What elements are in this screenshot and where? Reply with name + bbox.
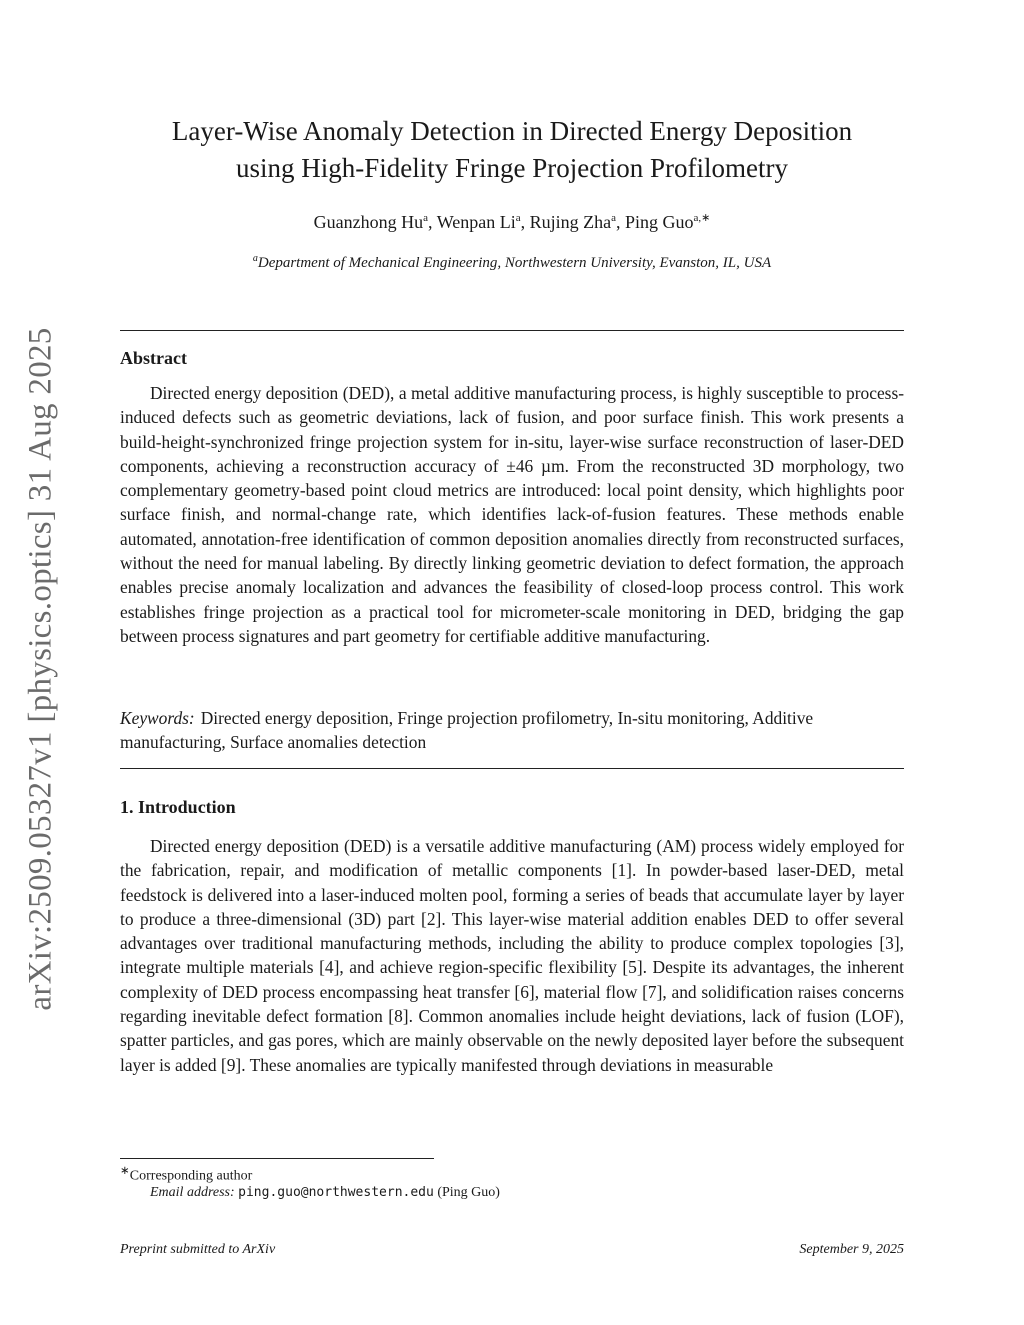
affiliation xyxy=(120,253,904,272)
email-label: Email address: xyxy=(150,1185,235,1200)
footnote-corresponding xyxy=(120,1163,252,1185)
author-affil-mark: a,∗ xyxy=(693,212,711,224)
abstract-paragraph: Directed energy deposition (DED), a metal additive manufacturing process, is highly susceptible to process-induced defects such as geometric deviations, lack of fusion, and poor surface finish. This work presents a build-height-synchronized fringe projection system for in-situ, layer-wise surface reconstruction of laser-DED components, achieving a reconstruction accuracy of ±46 µm. From the reconstructed 3D morphology, two complementary geometry-based point cloud metrics are introduced: local point density, which highlights poor surface finish, and normal-change rate, which identifies lack-of-fusion features. These methods enable automated, annotation-free identification of common deposition anomalies directly from reconstructed surfaces, without the need for manual labeling. By directly linking geometric deviation to defect formation, the approach enables precise anomaly localization and advances the feasibility of closed-loop process control. This work establishes fringe projection as a practical tool for micrometer-scale monitoring in DED, bridging the gap between process signatures and part geometry for certifiable additive manufacturing. xyxy=(120,383,904,646)
author-list: Guanzhong Hu$^a$, Wenpan Li$^a$, Rujing Zha$^a$, Ping Guo$^{a,∗}$ xyxy=(313,212,711,232)
affiliation-text: Department of Mechanical Engineering, Northwestern University, Evanston, IL, USA xyxy=(257,255,772,271)
arxiv-id: arXiv:2509.05327v1 [physics.optics] 31 Aug 2025 xyxy=(22,327,59,1011)
footnote-mark: ∗ xyxy=(120,1164,130,1177)
keywords xyxy=(120,706,904,755)
author-name: Rujing Zha xyxy=(529,212,612,232)
email-owner: (Ping Guo) xyxy=(437,1185,500,1200)
title-line-2: using High-Fidelity Fringe Projection Profilometry xyxy=(236,153,788,183)
keywords-text: Directed energy deposition, Fringe projection profilometry, In-situ monitoring, Additive manufacturing, Surface anomalies detection xyxy=(120,708,814,753)
author-name: Ping Guo xyxy=(625,212,694,232)
author-affil-mark: a xyxy=(423,212,428,224)
title-line-1: Layer-Wise Anomaly Detection in Directed Energy Deposition xyxy=(171,116,853,146)
abstract-heading: Abstract xyxy=(120,348,187,368)
abstract-body xyxy=(120,381,904,648)
author-name: Guanzhong Hu xyxy=(313,212,424,232)
introduction-paragraph: Directed energy deposition (DED) is a versatile additive manufacturing (AM) process widely employed for the fabrication, repair, and modification of metallic components [1]. In powder-based laser-DED, metal feedstock is delivered into a laser-induced molten pool, forming a series of beads that accumulate layer by layer to produce a three-dimensional (3D) part [2]. This layer-wise material addition enables DED to offer several advantages over traditional manufacturing methods, including the ability to produce complex topologies [3], integrate multiple materials [4], and achieve region-specific flexibility [5]. Despite its advantages, the inherent complexity of DED process encompassing heat transfer [6], material flow [7], and solidification raises concerns regarding inevitable defect formation [8]. Common anomalies include height deviations, lack of fusion (LOF), spatter particles, and gas pores, which are mainly observable on the newly deposited layer before the subsequent layer is added [9]. These anomalies are typically manifested through deviations in measurable xyxy=(120,836,904,1075)
author-affil-mark: a xyxy=(515,212,521,224)
abstract-top-rule xyxy=(120,330,904,331)
author-name: Wenpan Li xyxy=(436,212,516,232)
footnote-corresponding-text: Corresponding author xyxy=(129,1168,253,1184)
paper-title xyxy=(120,113,904,187)
introduction-body xyxy=(120,834,904,1077)
email-address[interactable]: ping.guo@northwestern.edu xyxy=(238,1185,434,1200)
footer-date: September 9, 2025 xyxy=(799,1242,904,1257)
abstract-bottom-rule xyxy=(120,768,904,769)
author-affil-mark: a xyxy=(611,212,616,224)
footer-left: Preprint submitted to ArXiv xyxy=(120,1242,276,1257)
footnote-email xyxy=(120,1185,500,1201)
arxiv-sidebar-stamp xyxy=(6,316,76,1022)
introduction-heading: 1. Introduction xyxy=(120,797,236,817)
affiliation-mark: a xyxy=(252,253,258,264)
keywords-label: Keywords: xyxy=(120,708,195,728)
footnote-rule xyxy=(120,1158,434,1159)
